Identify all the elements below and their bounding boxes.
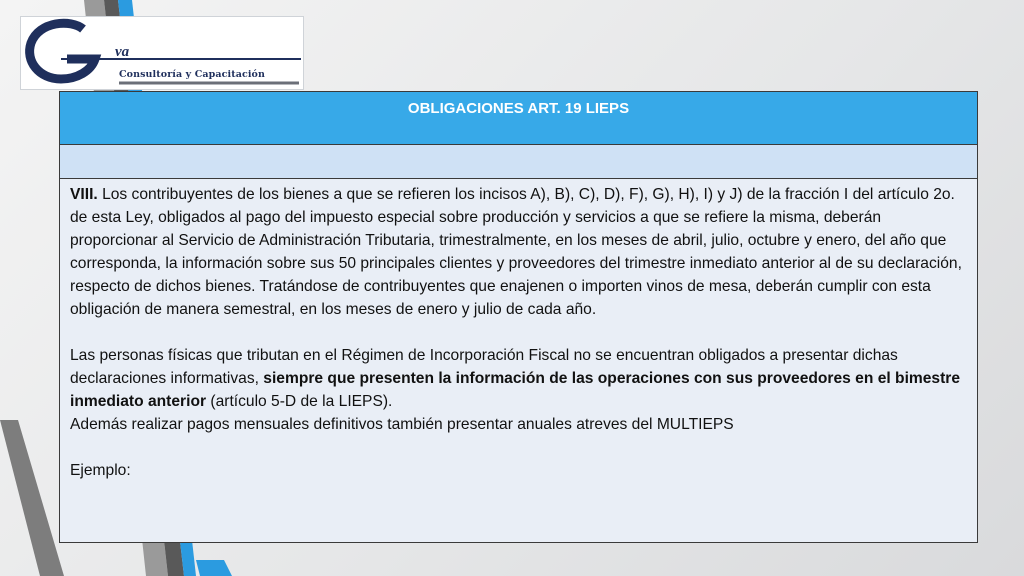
fraction-label: VIII. — [70, 186, 98, 203]
table-body — [60, 179, 977, 482]
logo-letters: va — [115, 44, 130, 60]
table-header — [60, 92, 977, 145]
paragraph-example: Ejemplo: — [70, 462, 131, 479]
paragraph-multieps: Además realizar pagos mensuales definitivos también presentar anuales atreves del MULTIEPS — [70, 416, 734, 433]
bottom-blue-accent — [196, 560, 232, 576]
obligations-table — [59, 91, 978, 543]
rif-text: Las personas físicas que tributan en el Régimen de Incorporación Fiscal no se encuentran obligados a presentar dichas declaraciones informativas, — [70, 347, 898, 387]
table-subheader-band — [60, 145, 977, 179]
fraction-viii-text: Los contribuyentes de los bienes a que se refieren los incisos A), B), C), D), F), G), H), I) y J) de la fracción I del artículo 2o. de esta Ley, obligados al pago del impuesto especial sobre producción y servicios a que se refiere la misma, deberán proporcionar al Servicio de Administración Tributaria, trimestralmente, en los meses de abril, julio, octubre y enero, del año que corresponda, la información sobre sus 50 principales clientes y proveedores del trimestre inmediato anterior al de su declaración, respecto de dichos bienes. Tratándose de contribuyentes que enajenen o importen vinos de mesa, deberán cumplir con esta obligación de manera semestral, en los meses de enero y julio de cada año. — [70, 186, 962, 318]
paragraph-spacer — [70, 321, 963, 344]
logo-tagline: Consultoría y Capacitación — [119, 69, 265, 80]
paragraph-fraction-viii — [70, 183, 963, 321]
paragraph-spacer — [70, 436, 963, 459]
rif-bold-text: siempre que presenten la información de las operaciones con sus proveedores en el bimestre inmediato anterior — [70, 370, 961, 410]
company-logo — [20, 16, 304, 90]
paragraph-rif — [70, 344, 963, 413]
rif-tail-text: (artículo 5-D de la LIEPS). — [206, 393, 393, 410]
lower-left-stripe — [0, 420, 64, 576]
table-header-title: OBLIGACIONES ART. 19 LIEPS — [407, 100, 630, 117]
